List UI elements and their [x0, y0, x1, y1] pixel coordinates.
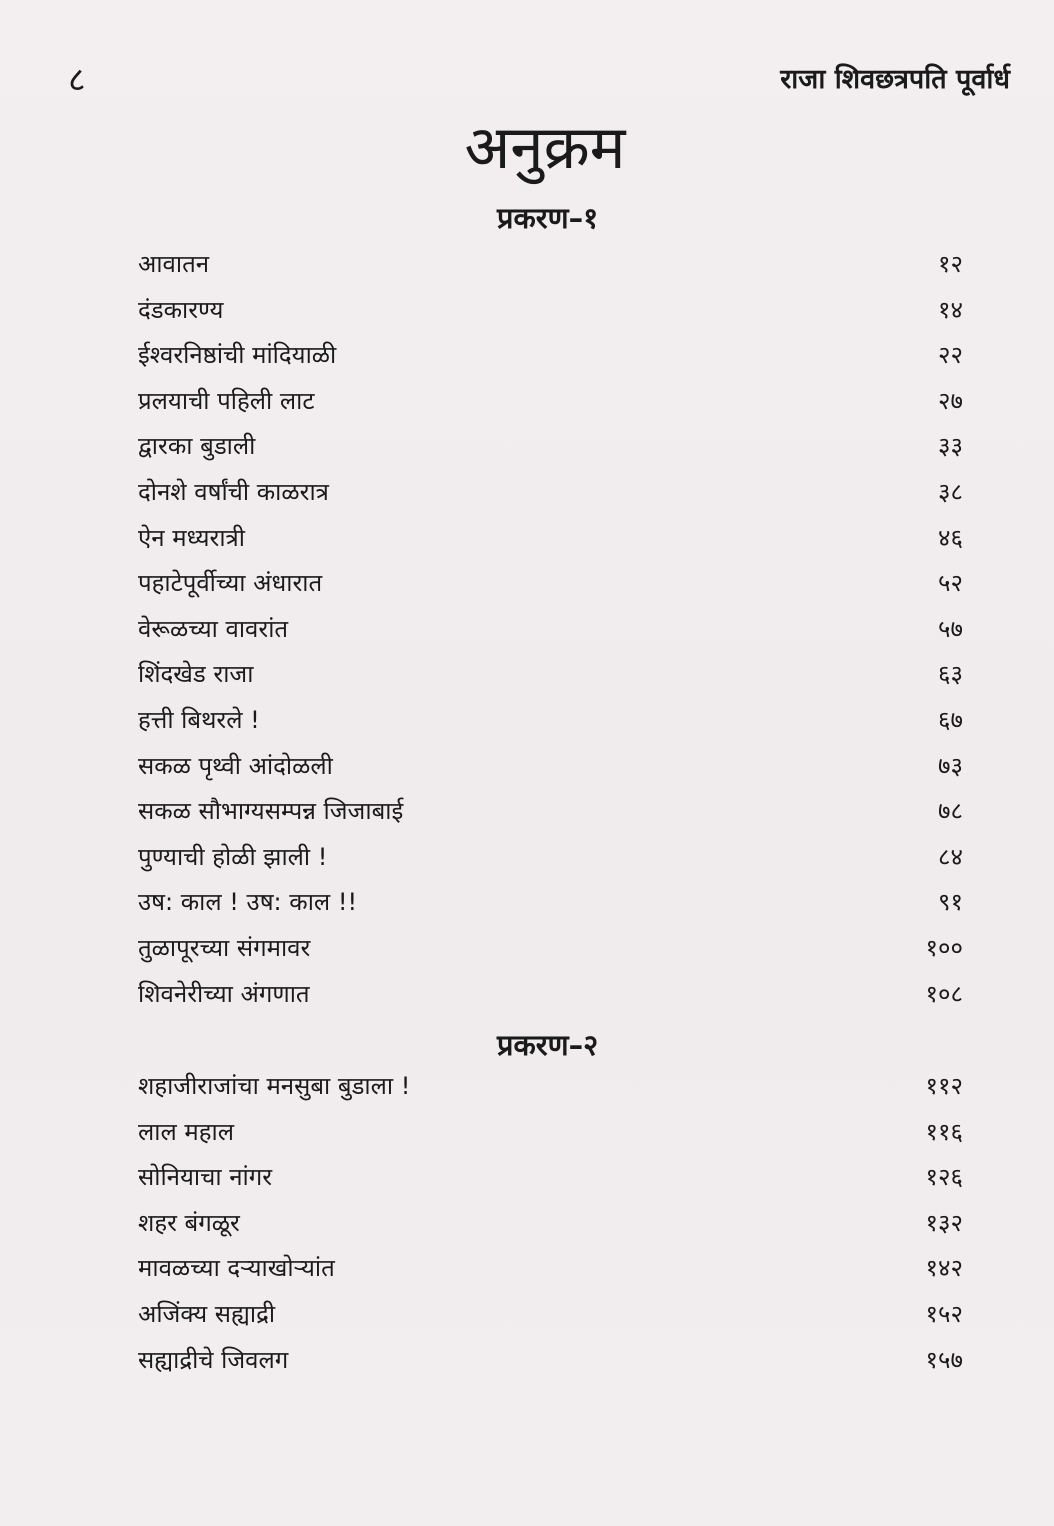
toc-entry: [138, 1155, 963, 1201]
toc-entry: [138, 1201, 963, 1247]
toc-entry-page-number: ५२: [938, 569, 963, 598]
toc-entry-page-number: ८४: [938, 842, 963, 871]
toc-entry-page-number: ३८: [938, 477, 963, 506]
toc-list-section-1: [138, 242, 963, 1017]
section-heading-2: प्रकरण–२: [497, 1028, 599, 1062]
toc-entry-title: द्वारका बुडाली: [138, 432, 256, 461]
toc-entry-page-number: ६७: [938, 705, 963, 734]
toc-entry: [138, 1338, 963, 1384]
toc-entry-title: शहाजीराजांचा मनसुबा बुडाला !: [138, 1072, 411, 1100]
toc-entry-page-number: १००: [925, 933, 963, 962]
toc-entry-page-number: १४२: [925, 1254, 963, 1283]
toc-entry: [138, 789, 963, 835]
toc-entry-page-number: १४: [938, 295, 963, 324]
toc-entry: [138, 379, 963, 425]
toc-entry-title: पुण्याची होळी झाली !: [138, 842, 328, 871]
toc-entry: [138, 516, 963, 562]
toc-entry: [138, 607, 963, 653]
toc-entry-title: पहाटेपूर्वीच्या अंधारात: [138, 569, 323, 598]
toc-entry-page-number: १२६: [925, 1163, 963, 1192]
toc-entry: [138, 1110, 963, 1156]
toc-entry-title: सोनियाचा नांगर: [138, 1163, 273, 1192]
toc-entry: [138, 470, 963, 516]
toc-entry: [138, 744, 963, 790]
toc-entry-title: सकळ सौभाग्यसम्पन्न जिजाबाई: [138, 797, 404, 826]
section-heading-1: प्रकरण–१: [497, 201, 599, 235]
toc-entry-title: हत्ती बिथरले !: [138, 705, 260, 734]
toc-entry-page-number: १५२: [925, 1299, 963, 1328]
toc-entry-page-number: २७: [938, 386, 963, 415]
toc-entry-title: दंडकारण्य: [138, 295, 224, 324]
toc-entry-page-number: ४६: [938, 523, 963, 552]
toc-entry: [138, 926, 963, 972]
toc-list-section-2: [138, 1064, 963, 1383]
toc-entry: [138, 288, 963, 334]
toc-entry-page-number: ७३: [938, 751, 963, 780]
toc-entry-title: मावळच्या दऱ्याखोऱ्यांत: [138, 1254, 335, 1283]
toc-entry-page-number: ५७: [938, 614, 963, 643]
toc-entry-title: वेरूळच्या वावरांत: [138, 614, 289, 643]
toc-entry-page-number: ११२: [925, 1072, 963, 1100]
toc-entry-page-number: १२: [938, 250, 963, 278]
toc-entry-title: अजिंक्य सह्याद्री: [138, 1299, 276, 1328]
toc-entry: [138, 561, 963, 607]
toc-entry-title: ऐन मध्यरात्री: [138, 523, 246, 552]
toc-entry-title: तुळापूरच्या संगमावर: [138, 933, 311, 962]
toc-entry-title: आवातन: [138, 250, 210, 278]
running-head-book-title: राजा शिवछत्रपति पूर्वार्ध: [780, 64, 1010, 95]
toc-entry-page-number: १५७: [925, 1345, 963, 1374]
toc-entry: [138, 835, 963, 881]
toc-entry: [138, 1246, 963, 1292]
toc-entry-page-number: १०८: [925, 979, 963, 1008]
page-number: ८: [68, 60, 86, 100]
toc-entry-page-number: ११६: [925, 1117, 963, 1146]
toc-entry: [138, 333, 963, 379]
toc-entry-title: उष: काल ! उष: काल !!: [138, 888, 358, 917]
toc-entry-page-number: ७८: [938, 797, 963, 826]
toc-entry-page-number: ६३: [938, 660, 963, 689]
toc-entry-title: शिंदखेड राजा: [138, 660, 254, 689]
toc-entry-page-number: ९१: [938, 888, 963, 917]
toc-entry-title: प्रलयाची पहिली लाट: [138, 386, 315, 415]
toc-entry: [138, 880, 963, 926]
toc-entry: [138, 698, 963, 744]
toc-entry-title: शहर बंगळूर: [138, 1208, 240, 1237]
toc-entry-page-number: २२: [938, 341, 963, 370]
toc-entry-title: सह्याद्रीचे जिवलग: [138, 1345, 289, 1374]
toc-entry: [138, 1064, 963, 1110]
toc-entry: [138, 652, 963, 698]
toc-entry: [138, 972, 963, 1018]
toc-entry-title: दोनशे वर्षांची काळरात्र: [138, 477, 329, 506]
toc-entry: [138, 242, 963, 288]
toc-entry-page-number: १३२: [925, 1208, 963, 1237]
toc-entry-title: शिवनेरीच्या अंगणात: [138, 979, 310, 1008]
toc-entry-title: ईश्वरनिष्ठांची मांदियाळी: [138, 341, 337, 370]
toc-title: अनुक्रम: [464, 113, 626, 183]
toc-entry-title: सकळ पृथ्वी आंदोळली: [138, 751, 333, 780]
toc-entry: [138, 424, 963, 470]
toc-entry-page-number: ३३: [938, 432, 963, 461]
toc-entry: [138, 1292, 963, 1338]
toc-entry-title: लाल महाल: [138, 1117, 234, 1146]
